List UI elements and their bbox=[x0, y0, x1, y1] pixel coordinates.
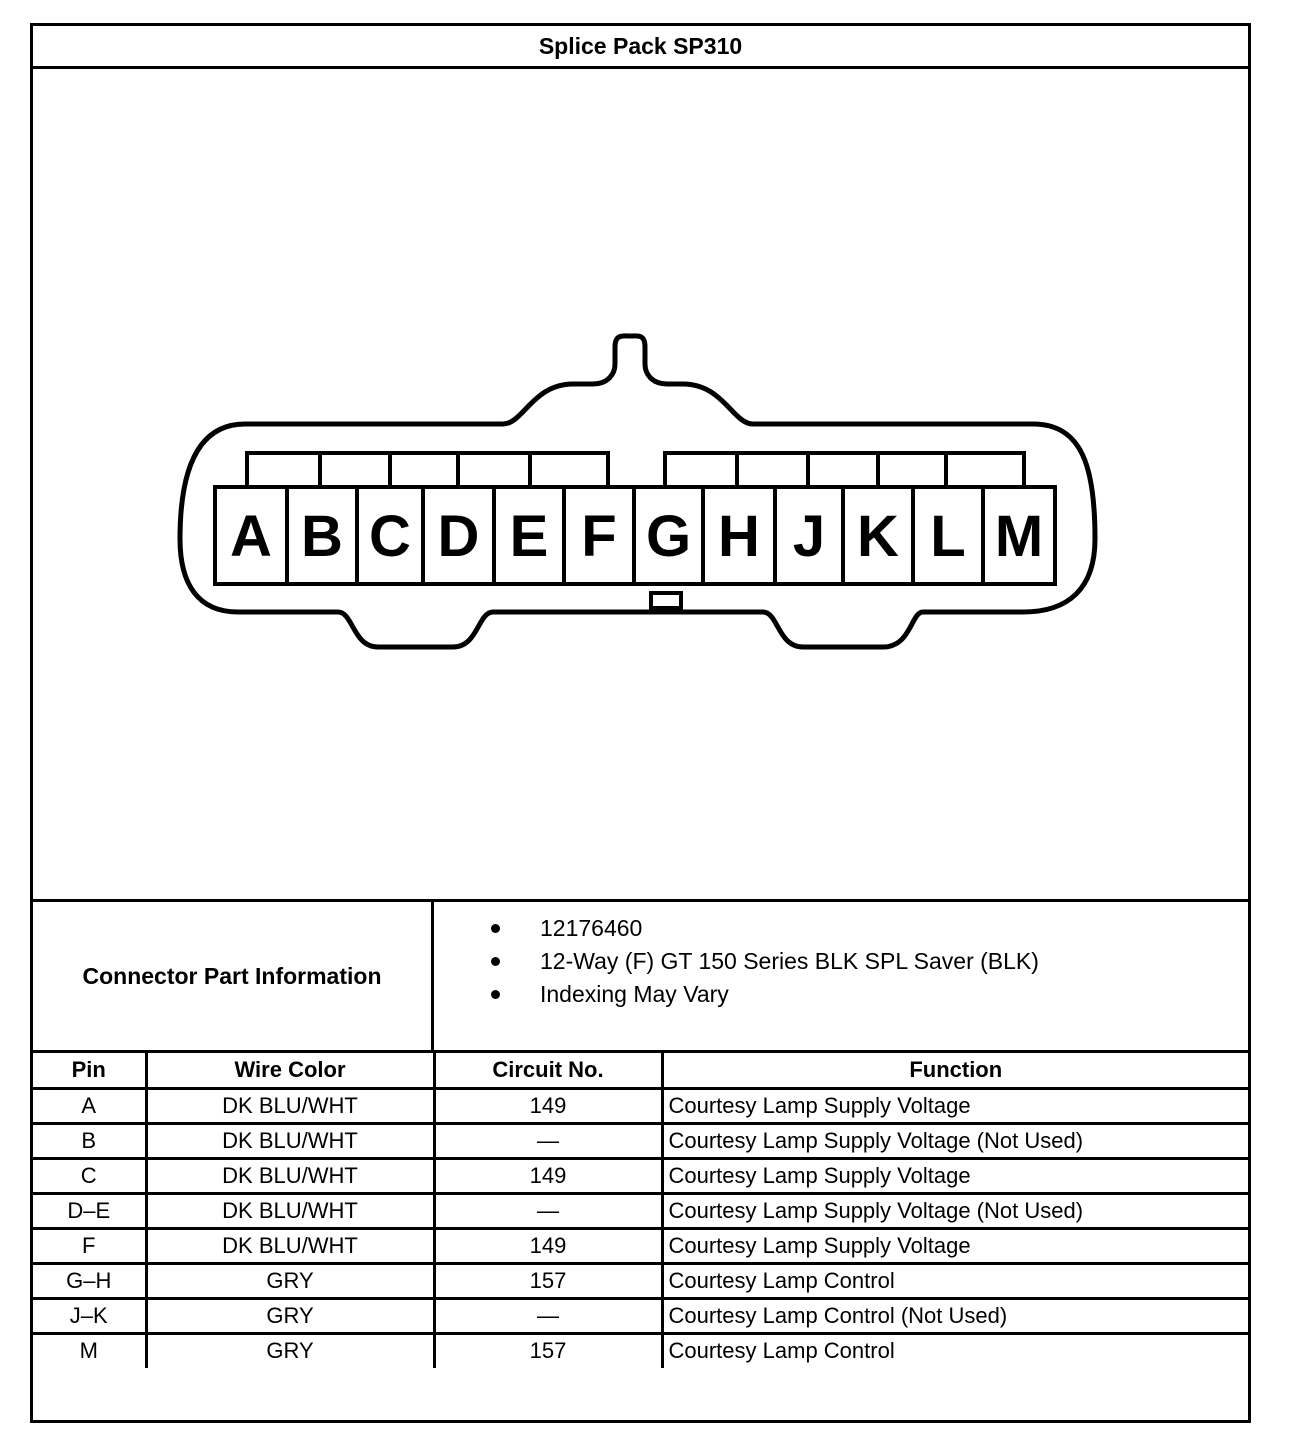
pin-cavity-j bbox=[775, 487, 843, 584]
pin-cavity-a bbox=[215, 487, 287, 584]
cell-wire-color: GRY bbox=[146, 1333, 434, 1368]
cell-pin: F bbox=[33, 1228, 146, 1263]
cell-wire-color: DK BLU/WHT bbox=[146, 1228, 434, 1263]
pin-cavity-b bbox=[287, 487, 357, 584]
part-info-item: Indexing May Vary bbox=[434, 978, 1248, 1011]
part-info-item: 12176460 bbox=[434, 912, 1248, 945]
table-row bbox=[33, 1263, 1248, 1298]
right-terminal-bridge bbox=[665, 453, 1024, 487]
sheet-title: Splice Pack SP310 bbox=[33, 26, 1248, 69]
table-row bbox=[33, 1298, 1248, 1333]
polarization-key bbox=[651, 593, 681, 608]
cell-function: Courtesy Lamp Supply Voltage bbox=[662, 1158, 1248, 1193]
table-row bbox=[33, 1088, 1248, 1123]
part-info-item: 12-Way (F) GT 150 Series BLK SPL Saver (BLK) bbox=[434, 945, 1248, 978]
cell-function: Courtesy Lamp Control (Not Used) bbox=[662, 1298, 1248, 1333]
pin-label: K bbox=[857, 504, 899, 569]
pin-cavities bbox=[215, 487, 1055, 584]
bullet-icon bbox=[491, 957, 500, 966]
cell-pin: G–H bbox=[33, 1263, 146, 1298]
connector-face-drawing bbox=[33, 69, 1248, 899]
header-wire-color: Wire Color bbox=[146, 1053, 434, 1088]
pin-cavity-h bbox=[703, 487, 775, 584]
cell-wire-color: DK BLU/WHT bbox=[146, 1193, 434, 1228]
pin-label: F bbox=[581, 504, 617, 569]
cell-wire-color: GRY bbox=[146, 1263, 434, 1298]
pin-cavity-k bbox=[843, 487, 913, 584]
pin-cavity-m bbox=[983, 487, 1055, 584]
cell-function: Courtesy Lamp Supply Voltage bbox=[662, 1228, 1248, 1263]
pin-cavity-e bbox=[494, 487, 564, 584]
table-row bbox=[33, 1158, 1248, 1193]
cell-pin: D–E bbox=[33, 1193, 146, 1228]
cell-wire-color: DK BLU/WHT bbox=[146, 1088, 434, 1123]
pin-label: J bbox=[792, 504, 826, 569]
cell-circuit-no: 149 bbox=[434, 1158, 662, 1193]
cell-circuit-no: — bbox=[434, 1193, 662, 1228]
pin-label: E bbox=[509, 504, 549, 569]
pin-table bbox=[33, 1053, 1248, 1368]
header-function: Function bbox=[662, 1053, 1248, 1088]
cell-circuit-no: 157 bbox=[434, 1333, 662, 1368]
cell-pin: A bbox=[33, 1088, 146, 1123]
pin-cavity-l bbox=[913, 487, 983, 584]
pin-label: B bbox=[301, 504, 343, 569]
cell-pin: J–K bbox=[33, 1298, 146, 1333]
cell-pin: M bbox=[33, 1333, 146, 1368]
pin-table-header bbox=[33, 1053, 1248, 1088]
pin-label: C bbox=[369, 504, 411, 569]
cell-circuit-no: — bbox=[434, 1123, 662, 1158]
cell-circuit-no: 149 bbox=[434, 1088, 662, 1123]
connector-part-information bbox=[33, 902, 1248, 1053]
connector-sheet bbox=[30, 23, 1251, 1423]
pin-label: M bbox=[994, 504, 1044, 569]
part-info-list bbox=[434, 902, 1248, 1060]
cell-circuit-no: — bbox=[434, 1298, 662, 1333]
header-circuit-no: Circuit No. bbox=[434, 1053, 662, 1088]
cell-function: Courtesy Lamp Control bbox=[662, 1333, 1248, 1368]
table-row bbox=[33, 1228, 1248, 1263]
cell-circuit-no: 149 bbox=[434, 1228, 662, 1263]
pin-label: G bbox=[645, 504, 692, 569]
bullet-icon bbox=[491, 990, 500, 999]
pin-cavity-c bbox=[357, 487, 423, 584]
left-terminal-bridge bbox=[247, 453, 608, 487]
pin-label: D bbox=[437, 504, 480, 569]
pin-cavity-d bbox=[423, 487, 494, 584]
pin-label: H bbox=[718, 504, 760, 569]
cell-wire-color: GRY bbox=[146, 1298, 434, 1333]
pin-cavity-f bbox=[564, 487, 634, 584]
table-row bbox=[33, 1333, 1248, 1368]
bullet-icon bbox=[491, 924, 500, 933]
cell-function: Courtesy Lamp Supply Voltage (Not Used) bbox=[662, 1123, 1248, 1158]
cell-wire-color: DK BLU/WHT bbox=[146, 1158, 434, 1193]
cell-function: Courtesy Lamp Supply Voltage bbox=[662, 1088, 1248, 1123]
table-row bbox=[33, 1193, 1248, 1228]
pin-label: A bbox=[230, 504, 272, 569]
cell-pin: C bbox=[33, 1158, 146, 1193]
pin-cavity-g bbox=[634, 487, 703, 584]
cell-function: Courtesy Lamp Supply Voltage (Not Used) bbox=[662, 1193, 1248, 1228]
cell-circuit-no: 157 bbox=[434, 1263, 662, 1298]
connector-housing-outline bbox=[180, 336, 1095, 647]
header-pin: Pin bbox=[33, 1053, 146, 1088]
cell-pin: B bbox=[33, 1123, 146, 1158]
cell-wire-color: DK BLU/WHT bbox=[146, 1123, 434, 1158]
connector-diagram bbox=[33, 69, 1248, 902]
table-row bbox=[33, 1123, 1248, 1158]
cell-function: Courtesy Lamp Control bbox=[662, 1263, 1248, 1298]
part-info-label: Connector Part Information bbox=[33, 902, 434, 1050]
pin-label: L bbox=[930, 504, 966, 569]
